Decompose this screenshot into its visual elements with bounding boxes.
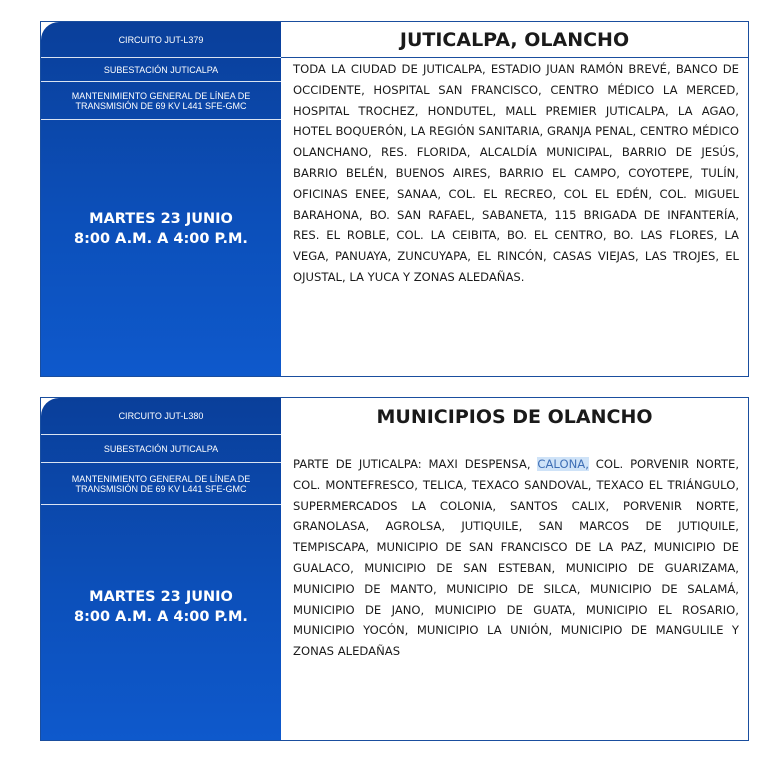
- card-sidebar: [41, 398, 281, 740]
- maintenance-label: MANTENIMIENTO GENERAL DE LÍNEA DE TRANSMISIÓN DE 69 KV L441 SFE-GMC: [41, 82, 281, 120]
- circuit-label: CIRCUITO JUT-L379: [41, 22, 281, 58]
- affected-areas: TODA LA CIUDAD DE JUTICALPA, ESTADIO JUAN RAMÓN BREVÉ, BANCO DE OCCIDENTE, HOSPITAL SAN FRANCISCO, CENTRO MÉDICO LA MERCED, HOSPITAL TROCHEZ, HONDUTEL, MALL PREMIER JUTICALPA, LA AGAO, HOTEL BOQUERÓN, LA REGIÓN SANITARIA, GRANJA PENAL, CENTRO MÉDICO OLANCHANO, RES. FLORIDA, ALCALDÍA MUNICIPAL, BARRIO DE JESÚS, BARRIO BELÉN, BUENOS AIRES, BARRIO EL CAMPO, COYOTEPE, TULÍN, OFICINAS ENEE, SANAA, COL. EL RECREO, COL EL EDÉN, COL. MIGUEL BARAHONA, BO. SAN RAFAEL, SABANETA, 115 BRIGADA DE INFANTERÍA, RES. EL ROBLE, COL. LA CEIBITA, BO. EL CENTRO, BO. LAS FLORES, LA VEGA, PANUAYA, ZUNCUYAPA, EL RINCÓN, CASAS VIEJAS, LAS TROJES, EL OJUSTAL, LA YUCA Y ZONAS ALEDAÑAS.: [293, 62, 739, 284]
- circuit-label: CIRCUITO JUT-L380: [41, 398, 281, 435]
- affected-areas: [293, 454, 739, 662]
- card-title: JUTICALPA, OLANCHO: [281, 22, 748, 58]
- areas-text-after: COL. PORVENIR NORTE, COL. MONTEFRESCO, TELICA, TEXACO SANDOVAL, TEXACO EL TRIÁNGULO, SUPERMERCADOS LA COLONIA, SANTOS CALIX, PORVENIR NORTE, GRANOLASA, AGROLSA, JUTIQUILE, SAN MARCOS DE JUTIQUILE, TEMPISCAPA, MUNICIPIO DE SAN FRANCISCO DE LA PAZ, MUNICIPIO DE GUALACO, MUNICIPIO DE SAN ESTEBAN, MUNICIPIO DE GUARIZAMA, MUNICIPIO DE MANTO, MUNICIPIO DE SILCA, MUNICIPIO DE SALAMÁ, MUNICIPIO DE JANO, MUNICIPIO DE GUATA, MUNICIPIO EL ROSARIO, MUNICIPIO YOCÓN, MUNICIPIO LA UNIÓN, MUNICIPIO DE MANGULILE Y ZONAS ALEDAÑAS: [293, 457, 740, 659]
- schedule-date: MARTES 23 JUNIO: [89, 589, 233, 605]
- card-title: MUNICIPIOS DE OLANCHO: [376, 405, 653, 428]
- schedule: [41, 587, 281, 627]
- outage-card-1: [40, 21, 749, 377]
- schedule-time: 8:00 A.M. A 4:00 P.M.: [74, 231, 248, 247]
- highlighted-selection: CALONA,: [537, 457, 589, 471]
- schedule: [41, 209, 281, 249]
- areas-text-before: PARTE DE JUTICALPA: MAXI DESPENSA,: [293, 457, 538, 471]
- substation-label: SUBESTACIÓN JUTICALPA: [41, 435, 281, 463]
- schedule-time: 8:00 A.M. A 4:00 P.M.: [74, 609, 248, 625]
- maintenance-label: MANTENIMIENTO GENERAL DE LÍNEA DE TRANSMISIÓN DE 69 KV L441 SFE-GMC: [41, 463, 281, 505]
- outage-card-2: [40, 397, 749, 741]
- substation-label: SUBESTACIÓN JUTICALPA: [41, 58, 281, 82]
- card-sidebar: [41, 22, 281, 376]
- schedule-date: MARTES 23 JUNIO: [89, 211, 233, 227]
